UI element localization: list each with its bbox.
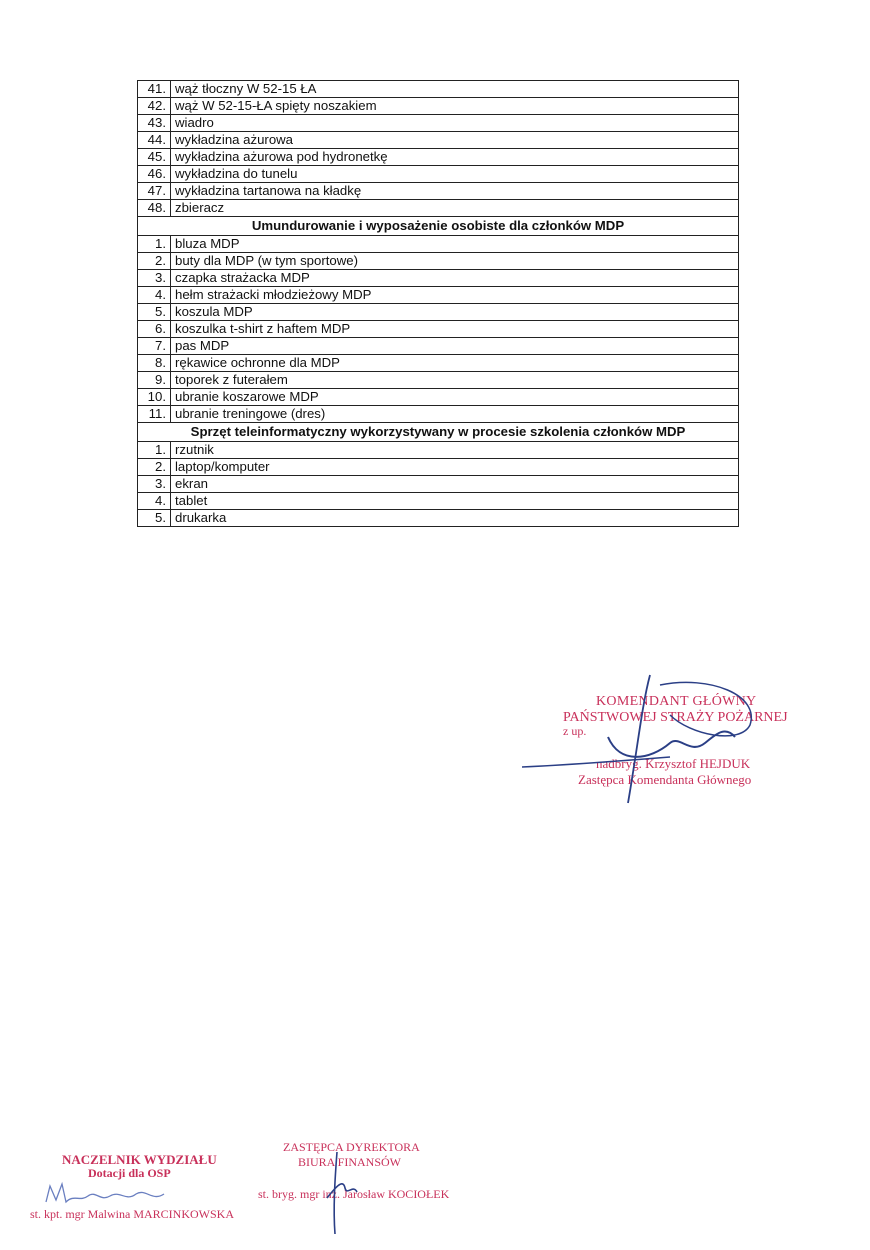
row-item: laptop/komputer	[171, 459, 739, 476]
stamp-center-unit: BIURA FINANSÓW	[298, 1155, 402, 1169]
table-row	[138, 81, 739, 98]
row-item: zbieracz	[171, 200, 739, 217]
row-item: ekran	[171, 476, 739, 493]
row-item: drukarka	[171, 510, 739, 527]
row-item: wykładzina ażurowa	[171, 132, 739, 149]
table-row	[138, 355, 739, 372]
row-number: 8.	[138, 355, 171, 372]
table-row	[138, 236, 739, 253]
row-item: ubranie koszarowe MDP	[171, 389, 739, 406]
table-row	[138, 166, 739, 183]
row-item: bluza MDP	[171, 236, 739, 253]
table-row	[138, 270, 739, 287]
stamp-center-name: st. bryg. mgr inż. Jarosław KOCIOŁEK	[258, 1187, 450, 1201]
table-row	[138, 321, 739, 338]
row-item: wąż tłoczny W 52-15 ŁA	[171, 81, 739, 98]
section-header-row	[138, 423, 739, 442]
row-number: 42.	[138, 98, 171, 115]
table-row	[138, 372, 739, 389]
row-item: wiadro	[171, 115, 739, 132]
row-item: wykładzina tartanowa na kładkę	[171, 183, 739, 200]
deputy-director-signature	[315, 1148, 375, 1238]
table-row	[138, 389, 739, 406]
row-item: pas MDP	[171, 338, 739, 355]
table-row	[138, 287, 739, 304]
table-row	[138, 304, 739, 321]
row-item: wykładzina do tunelu	[171, 166, 739, 183]
row-number: 2.	[138, 253, 171, 270]
table-row	[138, 338, 739, 355]
row-item: wykładzina ażurowa pod hydronetkę	[171, 149, 739, 166]
row-number: 1.	[138, 442, 171, 459]
table-row	[138, 183, 739, 200]
row-number: 1.	[138, 236, 171, 253]
row-number: 46.	[138, 166, 171, 183]
row-item: rękawice ochronne dla MDP	[171, 355, 739, 372]
row-item: rzutnik	[171, 442, 739, 459]
department-head-signature	[40, 1180, 180, 1210]
row-number: 47.	[138, 183, 171, 200]
table-row	[138, 115, 739, 132]
row-item: ubranie treningowe (dres)	[171, 406, 739, 423]
table-row	[138, 253, 739, 270]
row-number: 3.	[138, 270, 171, 287]
row-item: tablet	[171, 493, 739, 510]
section-title: Sprzęt teleinformatyczny wykorzystywany w procesie szkolenia członków MDP	[138, 423, 739, 442]
row-number: 9.	[138, 372, 171, 389]
row-item: hełm strażacki młodzieżowy MDP	[171, 287, 739, 304]
equipment-table	[137, 80, 739, 527]
table-row	[138, 493, 739, 510]
stamp-title: KOMENDANT GŁÓWNY	[596, 694, 757, 709]
table-row	[138, 459, 739, 476]
table-row	[138, 200, 739, 217]
row-number: 6.	[138, 321, 171, 338]
row-number: 48.	[138, 200, 171, 217]
stamp-left-title: NACZELNIK WYDZIAŁU	[62, 1152, 217, 1167]
row-number: 44.	[138, 132, 171, 149]
table-row	[138, 132, 739, 149]
row-number: 2.	[138, 459, 171, 476]
table-row	[138, 476, 739, 493]
stamp-signatory-name: nadbryg. Krzysztof HEJDUK	[596, 756, 751, 771]
table-row	[138, 510, 739, 527]
row-item: czapka strażacka MDP	[171, 270, 739, 287]
row-number: 11.	[138, 406, 171, 423]
table-row	[138, 98, 739, 115]
row-item: buty dla MDP (w tym sportowe)	[171, 253, 739, 270]
table-row	[138, 406, 739, 423]
row-item: wąż W 52-15-ŁA spięty noszakiem	[171, 98, 739, 115]
row-item: koszulka t-shirt z haftem MDP	[171, 321, 739, 338]
row-number: 41.	[138, 81, 171, 98]
stamp-institution: PAŃSTWOWEJ STRAŻY POŻARNEJ	[563, 710, 788, 725]
row-number: 10.	[138, 389, 171, 406]
row-number: 45.	[138, 149, 171, 166]
row-item: toporek z futerałem	[171, 372, 739, 389]
row-number: 43.	[138, 115, 171, 132]
row-number: 5.	[138, 510, 171, 527]
stamp-left-unit: Dotacji dla OSP	[88, 1166, 171, 1180]
section-title: Umundurowanie i wyposażenie osobiste dla członków MDP	[138, 217, 739, 236]
commander-signature	[510, 665, 810, 815]
section-header-row	[138, 217, 739, 236]
row-number: 3.	[138, 476, 171, 493]
row-item: koszula MDP	[171, 304, 739, 321]
equipment-table-body	[138, 81, 739, 527]
table-row	[138, 149, 739, 166]
stamp-center-title: ZASTĘPCA DYREKTORA	[283, 1140, 420, 1154]
table-row	[138, 442, 739, 459]
row-number: 7.	[138, 338, 171, 355]
stamp-signatory-role: Zastępca Komendanta Głównego	[578, 772, 752, 787]
row-number: 4.	[138, 287, 171, 304]
stamp-left-name: st. kpt. mgr Malwina MARCINKOWSKA	[30, 1207, 234, 1221]
row-number: 4.	[138, 493, 171, 510]
stamp-on-behalf: z up.	[563, 724, 587, 738]
row-number: 5.	[138, 304, 171, 321]
